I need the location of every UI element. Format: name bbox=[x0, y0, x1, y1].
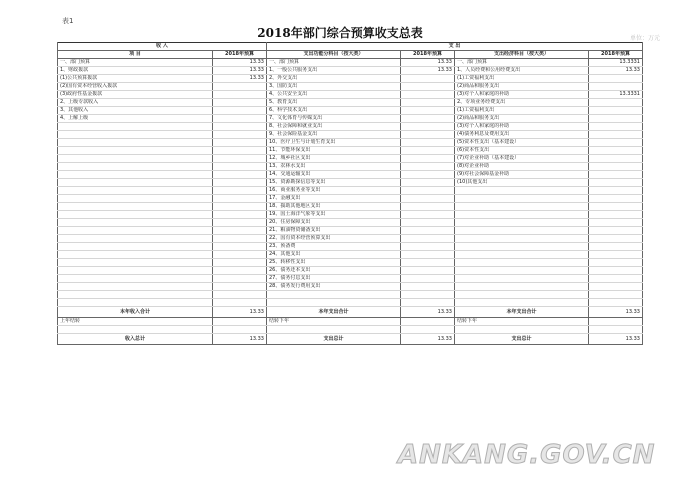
income-amount bbox=[213, 283, 267, 291]
econ-subject: 一、部门预算 bbox=[455, 59, 589, 67]
income-amount bbox=[213, 99, 267, 107]
func-year-total-amount: 13.33 bbox=[401, 307, 455, 318]
table-row bbox=[58, 219, 643, 227]
econ-subject bbox=[455, 283, 589, 291]
econ-amount bbox=[589, 115, 643, 123]
econ-amount bbox=[589, 203, 643, 211]
econ-amount bbox=[589, 251, 643, 259]
table-row bbox=[58, 251, 643, 259]
table-row bbox=[58, 67, 643, 75]
econ-amount bbox=[589, 243, 643, 251]
table-row bbox=[58, 59, 643, 67]
income-amount bbox=[213, 259, 267, 267]
income-budget-header: 2018年预算 bbox=[213, 51, 267, 59]
income-item bbox=[58, 267, 213, 275]
income-amount bbox=[213, 107, 267, 115]
func-subject: 21、粮油物资储备支出 bbox=[267, 227, 401, 235]
func-subject: 12、城乡社区支出 bbox=[267, 155, 401, 163]
econ-subject bbox=[455, 299, 589, 307]
income-amount bbox=[213, 155, 267, 163]
econ-subject: (3)对个人和家庭的补助 bbox=[455, 123, 589, 131]
income-item bbox=[58, 155, 213, 163]
econ-amount bbox=[589, 235, 643, 243]
econ-amount bbox=[589, 155, 643, 163]
econ-amount bbox=[589, 171, 643, 179]
table-row bbox=[58, 115, 643, 123]
func-subject: 17、金融支出 bbox=[267, 195, 401, 203]
func-amount bbox=[401, 123, 455, 131]
econ-subject: (2)商品和服务支出 bbox=[455, 83, 589, 91]
func-carry-forward: 结转下年 bbox=[267, 318, 401, 326]
func-subject bbox=[267, 299, 401, 307]
func-subject: 13、农林水支出 bbox=[267, 163, 401, 171]
econ-year-total-label: 本年支出合计 bbox=[455, 307, 589, 318]
table-row bbox=[58, 211, 643, 219]
income-item bbox=[58, 251, 213, 259]
econ-grand-total-amount: 13.33 bbox=[589, 334, 643, 345]
income-amount bbox=[213, 251, 267, 259]
econ-amount: 13.3331 bbox=[589, 91, 643, 99]
func-subject: 20、住房保障支出 bbox=[267, 219, 401, 227]
income-amount: 13.33 bbox=[213, 59, 267, 67]
prior-year-balance: 上年结转 bbox=[58, 318, 213, 326]
func-amount bbox=[401, 107, 455, 115]
income-item bbox=[58, 291, 213, 299]
func-amount bbox=[401, 211, 455, 219]
econ-amount bbox=[589, 107, 643, 115]
sheet-label: 表1 bbox=[62, 17, 74, 25]
func-amount bbox=[401, 99, 455, 107]
income-amount bbox=[213, 267, 267, 275]
func-amount bbox=[401, 75, 455, 83]
func-subject: 14、交通运输支出 bbox=[267, 171, 401, 179]
income-item bbox=[58, 139, 213, 147]
table-row bbox=[58, 131, 643, 139]
income-amount bbox=[213, 211, 267, 219]
func-amount bbox=[401, 83, 455, 91]
table-row bbox=[58, 187, 643, 195]
income-item: (1)公共预算拨款 bbox=[58, 75, 213, 83]
header-row-sub bbox=[58, 51, 643, 59]
econ-amount bbox=[589, 291, 643, 299]
income-amount bbox=[213, 123, 267, 131]
income-amount bbox=[213, 115, 267, 123]
page-title: 2018年部门综合预算收支总表 bbox=[257, 26, 423, 40]
econ-subject bbox=[455, 291, 589, 299]
func-amount bbox=[401, 235, 455, 243]
func-subject: 27、债务付息支出 bbox=[267, 275, 401, 283]
income-item: 一、部门预算 bbox=[58, 59, 213, 67]
econ-amount bbox=[589, 283, 643, 291]
income-item: 3、其他收入 bbox=[58, 107, 213, 115]
income-item bbox=[58, 259, 213, 267]
econ-subject bbox=[455, 259, 589, 267]
econ-amount bbox=[589, 99, 643, 107]
func-subject: 6、科学技术支出 bbox=[267, 107, 401, 115]
header-row-top bbox=[58, 43, 643, 51]
econ-subject bbox=[455, 219, 589, 227]
table-row bbox=[58, 195, 643, 203]
func-amount bbox=[401, 187, 455, 195]
func-subject: 2、外交支出 bbox=[267, 75, 401, 83]
func-amount: 13.33 bbox=[401, 59, 455, 67]
income-amount bbox=[213, 291, 267, 299]
econ-subject bbox=[455, 195, 589, 203]
table-row bbox=[58, 227, 643, 235]
func-subject bbox=[267, 291, 401, 299]
income-grand-total-label: 收入总计 bbox=[58, 334, 213, 345]
table-row bbox=[58, 291, 643, 299]
econ-amount bbox=[589, 139, 643, 147]
income-amount bbox=[213, 195, 267, 203]
econ-amount bbox=[589, 275, 643, 283]
econ-subject: (3)对个人和家庭的补助 bbox=[455, 91, 589, 99]
func-amount bbox=[401, 259, 455, 267]
income-item bbox=[58, 123, 213, 131]
econ-subject bbox=[455, 243, 589, 251]
func-amount bbox=[401, 195, 455, 203]
econ-amount bbox=[589, 227, 643, 235]
econ-year-total-amount: 13.33 bbox=[589, 307, 643, 318]
expenditure-header: 支 出 bbox=[267, 43, 643, 51]
func-subject: 23、预备费 bbox=[267, 243, 401, 251]
func-amount bbox=[401, 299, 455, 307]
econ-amount bbox=[589, 83, 643, 91]
econ-subject bbox=[455, 267, 589, 275]
func-amount bbox=[401, 251, 455, 259]
func-amount bbox=[401, 243, 455, 251]
table-row bbox=[58, 75, 643, 83]
econ-carry-forward: 结转下年 bbox=[455, 318, 589, 326]
budget-table bbox=[57, 42, 643, 345]
income-item bbox=[58, 147, 213, 155]
func-subject: 5、教育支出 bbox=[267, 99, 401, 107]
table-row bbox=[58, 91, 643, 99]
table-row bbox=[58, 147, 643, 155]
econ-subject: (4)债务利息及费用支出 bbox=[455, 131, 589, 139]
econ-amount: 13.33 bbox=[589, 67, 643, 75]
econ-amount bbox=[589, 123, 643, 131]
grand-total-row bbox=[58, 334, 643, 345]
income-item bbox=[58, 171, 213, 179]
income-item bbox=[58, 235, 213, 243]
income-amount bbox=[213, 83, 267, 91]
table-row bbox=[58, 139, 643, 147]
func-budget-header: 2018年预算 bbox=[401, 51, 455, 59]
income-item bbox=[58, 219, 213, 227]
func-year-total-label: 本年支出合计 bbox=[267, 307, 401, 318]
func-amount bbox=[401, 203, 455, 211]
income-item bbox=[58, 203, 213, 211]
func-amount bbox=[401, 283, 455, 291]
income-item: (2)国有资本经营收入拨款 bbox=[58, 83, 213, 91]
table-row bbox=[58, 123, 643, 131]
econ-subject-header: 支出经济科目（按大类） bbox=[455, 51, 589, 59]
income-amount: 13.33 bbox=[213, 67, 267, 75]
econ-subject: (10)其他支出 bbox=[455, 179, 589, 187]
func-subject: 9、社会保险基金支出 bbox=[267, 131, 401, 139]
func-amount bbox=[401, 139, 455, 147]
func-amount: 13.33 bbox=[401, 67, 455, 75]
func-subject: 26、债务还本支出 bbox=[267, 267, 401, 275]
func-subject: 15、资源勘探信息等支出 bbox=[267, 179, 401, 187]
econ-subject bbox=[455, 235, 589, 243]
func-subject: 18、援助其他地区支出 bbox=[267, 203, 401, 211]
func-subject: 11、节能环保支出 bbox=[267, 147, 401, 155]
func-subject: 1、一般公共服务支出 bbox=[267, 67, 401, 75]
income-amount bbox=[213, 131, 267, 139]
income-amount bbox=[213, 91, 267, 99]
year-total-row bbox=[58, 307, 643, 318]
income-item bbox=[58, 195, 213, 203]
income-item: 4、上解上级 bbox=[58, 115, 213, 123]
econ-amount bbox=[589, 259, 643, 267]
econ-subject: (2)商品和服务支出 bbox=[455, 115, 589, 123]
econ-subject: (1)工资福利支出 bbox=[455, 75, 589, 83]
income-amount bbox=[213, 235, 267, 243]
econ-amount bbox=[589, 267, 643, 275]
func-amount bbox=[401, 267, 455, 275]
watermark-logo: ANKANG.GOV.CN bbox=[398, 440, 656, 470]
income-amount bbox=[213, 163, 267, 171]
econ-subject bbox=[455, 211, 589, 219]
econ-subject bbox=[455, 227, 589, 235]
func-grand-total-amount: 13.33 bbox=[401, 334, 455, 345]
econ-amount bbox=[589, 75, 643, 83]
income-amount bbox=[213, 227, 267, 235]
func-amount bbox=[401, 179, 455, 187]
func-subject: 19、国土海洋气象等支出 bbox=[267, 211, 401, 219]
income-year-total-amount: 13.33 bbox=[213, 307, 267, 318]
income-item bbox=[58, 283, 213, 291]
income-grand-total-amount: 13.33 bbox=[213, 334, 267, 345]
econ-amount bbox=[589, 219, 643, 227]
func-amount bbox=[401, 115, 455, 123]
table-row bbox=[58, 259, 643, 267]
income-item bbox=[58, 187, 213, 195]
func-subject: 22、国有资本经营预算支出 bbox=[267, 235, 401, 243]
econ-subject bbox=[455, 203, 589, 211]
func-amount bbox=[401, 291, 455, 299]
econ-subject bbox=[455, 275, 589, 283]
table-row bbox=[58, 179, 643, 187]
income-amount bbox=[213, 139, 267, 147]
income-amount bbox=[213, 219, 267, 227]
func-subject: 24、其他支出 bbox=[267, 251, 401, 259]
table-row bbox=[58, 203, 643, 211]
income-amount bbox=[213, 299, 267, 307]
income-amount bbox=[213, 243, 267, 251]
income-item bbox=[58, 179, 213, 187]
func-subject: 8、社会保障和就业支出 bbox=[267, 123, 401, 131]
table-row bbox=[58, 267, 643, 275]
func-subject: 16、商业服务业等支出 bbox=[267, 187, 401, 195]
func-subject: 28、债务发行费用支出 bbox=[267, 283, 401, 291]
econ-subject: (7)对企业补助（基本建设） bbox=[455, 155, 589, 163]
spacer-row bbox=[58, 326, 643, 334]
econ-subject: (8)对企业补助 bbox=[455, 163, 589, 171]
income-amount bbox=[213, 203, 267, 211]
income-header: 收 入 bbox=[58, 43, 267, 51]
income-amount: 13.33 bbox=[213, 75, 267, 83]
carryover-row bbox=[58, 318, 643, 326]
func-amount bbox=[401, 131, 455, 139]
econ-subject: (6)资本性支出 bbox=[455, 147, 589, 155]
econ-amount bbox=[589, 179, 643, 187]
table-row bbox=[58, 299, 643, 307]
income-amount bbox=[213, 147, 267, 155]
income-item bbox=[58, 211, 213, 219]
income-year-total-label: 本年收入合计 bbox=[58, 307, 213, 318]
income-amount bbox=[213, 179, 267, 187]
table-row bbox=[58, 107, 643, 115]
func-subject: 7、文化体育与传媒支出 bbox=[267, 115, 401, 123]
table-row bbox=[58, 83, 643, 91]
income-amount bbox=[213, 187, 267, 195]
econ-subject: (9)对社会保障基金补助 bbox=[455, 171, 589, 179]
income-item bbox=[58, 163, 213, 171]
func-grand-total-label: 支出总计 bbox=[267, 334, 401, 345]
income-amount bbox=[213, 275, 267, 283]
table-row bbox=[58, 235, 643, 243]
unit-label: 单位：万元 bbox=[629, 35, 660, 42]
econ-amount: 13.3331 bbox=[589, 59, 643, 67]
econ-amount bbox=[589, 147, 643, 155]
income-item bbox=[58, 299, 213, 307]
econ-subject: 1、人员经费和公用经费支出 bbox=[455, 67, 589, 75]
table-row bbox=[58, 275, 643, 283]
func-amount bbox=[401, 171, 455, 179]
econ-subject: (5)资本性支出（基本建设） bbox=[455, 139, 589, 147]
func-subject: 10、医疗卫生与计划生育支出 bbox=[267, 139, 401, 147]
econ-subject bbox=[455, 251, 589, 259]
func-subject: 25、转移性支出 bbox=[267, 259, 401, 267]
income-item: 2、上级专款收入 bbox=[58, 99, 213, 107]
income-item: 1、财政拨款 bbox=[58, 67, 213, 75]
func-subject: 一、部门预算 bbox=[267, 59, 401, 67]
econ-subject bbox=[455, 187, 589, 195]
func-subject: 4、公共安全支出 bbox=[267, 91, 401, 99]
func-subject-header: 支出功能分科目（按大类） bbox=[267, 51, 401, 59]
econ-budget-header: 2018年预算 bbox=[589, 51, 643, 59]
func-amount bbox=[401, 91, 455, 99]
income-item bbox=[58, 131, 213, 139]
table-row bbox=[58, 99, 643, 107]
table-row bbox=[58, 163, 643, 171]
table-row bbox=[58, 171, 643, 179]
econ-amount bbox=[589, 163, 643, 171]
func-amount bbox=[401, 155, 455, 163]
econ-amount bbox=[589, 187, 643, 195]
func-amount bbox=[401, 275, 455, 283]
income-item bbox=[58, 275, 213, 283]
item-header: 项 目 bbox=[58, 51, 213, 59]
income-item: (3)政府性基金拨款 bbox=[58, 91, 213, 99]
econ-amount bbox=[589, 195, 643, 203]
econ-amount bbox=[589, 211, 643, 219]
econ-grand-total-label: 支出总计 bbox=[455, 334, 589, 345]
econ-amount bbox=[589, 299, 643, 307]
income-item bbox=[58, 243, 213, 251]
func-amount bbox=[401, 163, 455, 171]
func-amount bbox=[401, 219, 455, 227]
table-row bbox=[58, 283, 643, 291]
func-amount bbox=[401, 227, 455, 235]
econ-subject: (1)工资福利支出 bbox=[455, 107, 589, 115]
econ-subject: 2、专项业务经费支出 bbox=[455, 99, 589, 107]
econ-amount bbox=[589, 131, 643, 139]
func-amount bbox=[401, 147, 455, 155]
income-item bbox=[58, 227, 213, 235]
func-subject: 3、国防支出 bbox=[267, 83, 401, 91]
table-row bbox=[58, 243, 643, 251]
table-row bbox=[58, 155, 643, 163]
income-amount bbox=[213, 171, 267, 179]
